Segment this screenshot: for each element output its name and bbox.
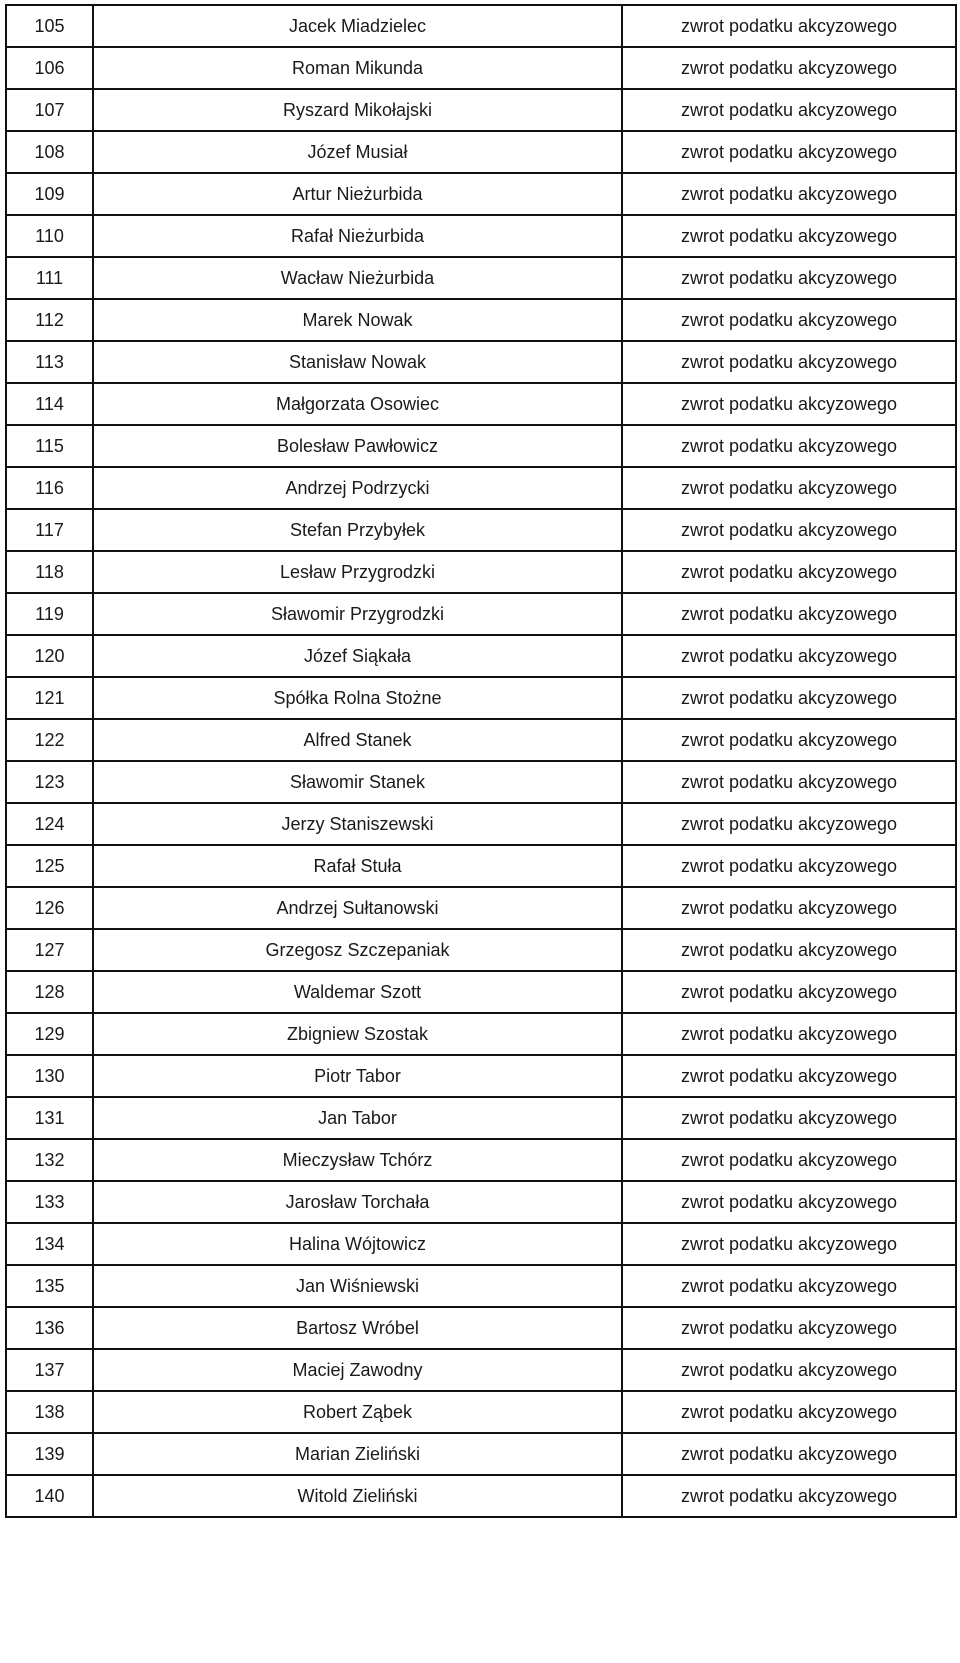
beneficiary-name-cell: Ryszard Mikołajski — [93, 89, 622, 131]
beneficiary-name-cell: Wacław Nieżurbida — [93, 257, 622, 299]
purpose-cell: zwrot podatku akcyzowego — [622, 593, 956, 635]
row-number-cell: 116 — [6, 467, 93, 509]
table-row — [6, 341, 956, 383]
table-row — [6, 845, 956, 887]
purpose-cell: zwrot podatku akcyzowego — [622, 1223, 956, 1265]
beneficiary-name-cell: Jacek Miadzielec — [93, 5, 622, 47]
purpose-cell: zwrot podatku akcyzowego — [622, 383, 956, 425]
row-number-cell: 128 — [6, 971, 93, 1013]
purpose-cell: zwrot podatku akcyzowego — [622, 887, 956, 929]
beneficiary-name-cell: Bolesław Pawłowicz — [93, 425, 622, 467]
row-number-cell: 107 — [6, 89, 93, 131]
beneficiary-name-cell: Marian Zieliński — [93, 1433, 622, 1475]
purpose-cell: zwrot podatku akcyzowego — [622, 1391, 956, 1433]
row-number-cell: 119 — [6, 593, 93, 635]
row-number-cell: 117 — [6, 509, 93, 551]
table-row — [6, 1055, 956, 1097]
table-row — [6, 1349, 956, 1391]
row-number-cell: 114 — [6, 383, 93, 425]
purpose-cell: zwrot podatku akcyzowego — [622, 5, 956, 47]
row-number-cell: 113 — [6, 341, 93, 383]
table-row — [6, 929, 956, 971]
beneficiary-name-cell: Waldemar Szott — [93, 971, 622, 1013]
beneficiary-name-cell: Małgorzata Osowiec — [93, 383, 622, 425]
table-row — [6, 383, 956, 425]
table-row — [6, 257, 956, 299]
beneficiary-name-cell: Zbigniew Szostak — [93, 1013, 622, 1055]
purpose-cell: zwrot podatku akcyzowego — [622, 425, 956, 467]
table-row — [6, 425, 956, 467]
beneficiary-name-cell: Grzegosz Szczepaniak — [93, 929, 622, 971]
row-number-cell: 139 — [6, 1433, 93, 1475]
table-row — [6, 173, 956, 215]
beneficiary-name-cell: Sławomir Stanek — [93, 761, 622, 803]
row-number-cell: 137 — [6, 1349, 93, 1391]
beneficiary-name-cell: Sławomir Przygrodzki — [93, 593, 622, 635]
purpose-cell: zwrot podatku akcyzowego — [622, 845, 956, 887]
table-row — [6, 299, 956, 341]
table-row — [6, 593, 956, 635]
row-number-cell: 132 — [6, 1139, 93, 1181]
row-number-cell: 108 — [6, 131, 93, 173]
beneficiary-name-cell: Jarosław Torchała — [93, 1181, 622, 1223]
row-number-cell: 130 — [6, 1055, 93, 1097]
table-row — [6, 761, 956, 803]
purpose-cell: zwrot podatku akcyzowego — [622, 1139, 956, 1181]
table-row — [6, 1265, 956, 1307]
row-number-cell: 111 — [6, 257, 93, 299]
purpose-cell: zwrot podatku akcyzowego — [622, 929, 956, 971]
purpose-cell: zwrot podatku akcyzowego — [622, 1013, 956, 1055]
row-number-cell: 121 — [6, 677, 93, 719]
purpose-cell: zwrot podatku akcyzowego — [622, 47, 956, 89]
purpose-cell: zwrot podatku akcyzowego — [622, 1433, 956, 1475]
row-number-cell: 112 — [6, 299, 93, 341]
row-number-cell: 134 — [6, 1223, 93, 1265]
beneficiary-name-cell: Halina Wójtowicz — [93, 1223, 622, 1265]
table-row — [6, 1433, 956, 1475]
table-row — [6, 803, 956, 845]
row-number-cell: 120 — [6, 635, 93, 677]
row-number-cell: 124 — [6, 803, 93, 845]
beneficiary-name-cell: Rafał Nieżurbida — [93, 215, 622, 257]
purpose-cell: zwrot podatku akcyzowego — [622, 257, 956, 299]
beneficiary-name-cell: Rafał Stuła — [93, 845, 622, 887]
table-row — [6, 1097, 956, 1139]
purpose-cell: zwrot podatku akcyzowego — [622, 719, 956, 761]
beneficiary-name-cell: Artur Nieżurbida — [93, 173, 622, 215]
row-number-cell: 127 — [6, 929, 93, 971]
row-number-cell: 118 — [6, 551, 93, 593]
row-number-cell: 123 — [6, 761, 93, 803]
beneficiary-name-cell: Andrzej Podrzycki — [93, 467, 622, 509]
table-row — [6, 887, 956, 929]
table-row — [6, 47, 956, 89]
row-number-cell: 133 — [6, 1181, 93, 1223]
purpose-cell: zwrot podatku akcyzowego — [622, 299, 956, 341]
purpose-cell: zwrot podatku akcyzowego — [622, 677, 956, 719]
table-row — [6, 89, 956, 131]
row-number-cell: 131 — [6, 1097, 93, 1139]
beneficiary-name-cell: Bartosz Wróbel — [93, 1307, 622, 1349]
purpose-cell: zwrot podatku akcyzowego — [622, 1475, 956, 1517]
table-row — [6, 1181, 956, 1223]
table-row — [6, 635, 956, 677]
beneficiary-name-cell: Jerzy Staniszewski — [93, 803, 622, 845]
table-row — [6, 131, 956, 173]
purpose-cell: zwrot podatku akcyzowego — [622, 635, 956, 677]
beneficiary-name-cell: Jan Wiśniewski — [93, 1265, 622, 1307]
beneficiary-name-cell: Spółka Rolna Stożne — [93, 677, 622, 719]
row-number-cell: 105 — [6, 5, 93, 47]
beneficiary-name-cell: Stanisław Nowak — [93, 341, 622, 383]
beneficiary-name-cell: Józef Musiał — [93, 131, 622, 173]
table-row — [6, 1139, 956, 1181]
row-number-cell: 125 — [6, 845, 93, 887]
beneficiary-name-cell: Roman Mikunda — [93, 47, 622, 89]
beneficiary-name-cell: Witold Zieliński — [93, 1475, 622, 1517]
purpose-cell: zwrot podatku akcyzowego — [622, 1265, 956, 1307]
beneficiary-name-cell: Marek Nowak — [93, 299, 622, 341]
table-row — [6, 971, 956, 1013]
beneficiary-name-cell: Józef Siąkała — [93, 635, 622, 677]
purpose-cell: zwrot podatku akcyzowego — [622, 803, 956, 845]
table-row — [6, 1391, 956, 1433]
beneficiary-name-cell: Piotr Tabor — [93, 1055, 622, 1097]
table-row — [6, 719, 956, 761]
row-number-cell: 109 — [6, 173, 93, 215]
purpose-cell: zwrot podatku akcyzowego — [622, 509, 956, 551]
beneficiary-name-cell: Robert Ząbek — [93, 1391, 622, 1433]
table-row — [6, 1013, 956, 1055]
beneficiary-name-cell: Lesław Przygrodzki — [93, 551, 622, 593]
purpose-cell: zwrot podatku akcyzowego — [622, 1055, 956, 1097]
purpose-cell: zwrot podatku akcyzowego — [622, 761, 956, 803]
purpose-cell: zwrot podatku akcyzowego — [622, 215, 956, 257]
purpose-cell: zwrot podatku akcyzowego — [622, 1307, 956, 1349]
row-number-cell: 110 — [6, 215, 93, 257]
purpose-cell: zwrot podatku akcyzowego — [622, 551, 956, 593]
beneficiary-name-cell: Alfred Stanek — [93, 719, 622, 761]
beneficiary-name-cell: Jan Tabor — [93, 1097, 622, 1139]
beneficiary-name-cell: Stefan Przybyłek — [93, 509, 622, 551]
purpose-cell: zwrot podatku akcyzowego — [622, 1097, 956, 1139]
purpose-cell: zwrot podatku akcyzowego — [622, 89, 956, 131]
purpose-cell: zwrot podatku akcyzowego — [622, 971, 956, 1013]
row-number-cell: 129 — [6, 1013, 93, 1055]
table-row — [6, 1307, 956, 1349]
document-page — [5, 4, 955, 1518]
table-row — [6, 1223, 956, 1265]
table-row — [6, 1475, 956, 1517]
table-row — [6, 215, 956, 257]
purpose-cell: zwrot podatku akcyzowego — [622, 173, 956, 215]
beneficiary-name-cell: Andrzej Sułtanowski — [93, 887, 622, 929]
row-number-cell: 115 — [6, 425, 93, 467]
table-row — [6, 467, 956, 509]
table-row — [6, 677, 956, 719]
purpose-cell: zwrot podatku akcyzowego — [622, 1349, 956, 1391]
row-number-cell: 126 — [6, 887, 93, 929]
row-number-cell: 136 — [6, 1307, 93, 1349]
table-body — [6, 5, 956, 1517]
row-number-cell: 138 — [6, 1391, 93, 1433]
purpose-cell: zwrot podatku akcyzowego — [622, 341, 956, 383]
purpose-cell: zwrot podatku akcyzowego — [622, 131, 956, 173]
row-number-cell: 106 — [6, 47, 93, 89]
purpose-cell: zwrot podatku akcyzowego — [622, 1181, 956, 1223]
beneficiary-table — [5, 4, 957, 1518]
table-row — [6, 5, 956, 47]
row-number-cell: 122 — [6, 719, 93, 761]
row-number-cell: 140 — [6, 1475, 93, 1517]
row-number-cell: 135 — [6, 1265, 93, 1307]
beneficiary-name-cell: Mieczysław Tchórz — [93, 1139, 622, 1181]
table-row — [6, 509, 956, 551]
purpose-cell: zwrot podatku akcyzowego — [622, 467, 956, 509]
beneficiary-name-cell: Maciej Zawodny — [93, 1349, 622, 1391]
table-row — [6, 551, 956, 593]
